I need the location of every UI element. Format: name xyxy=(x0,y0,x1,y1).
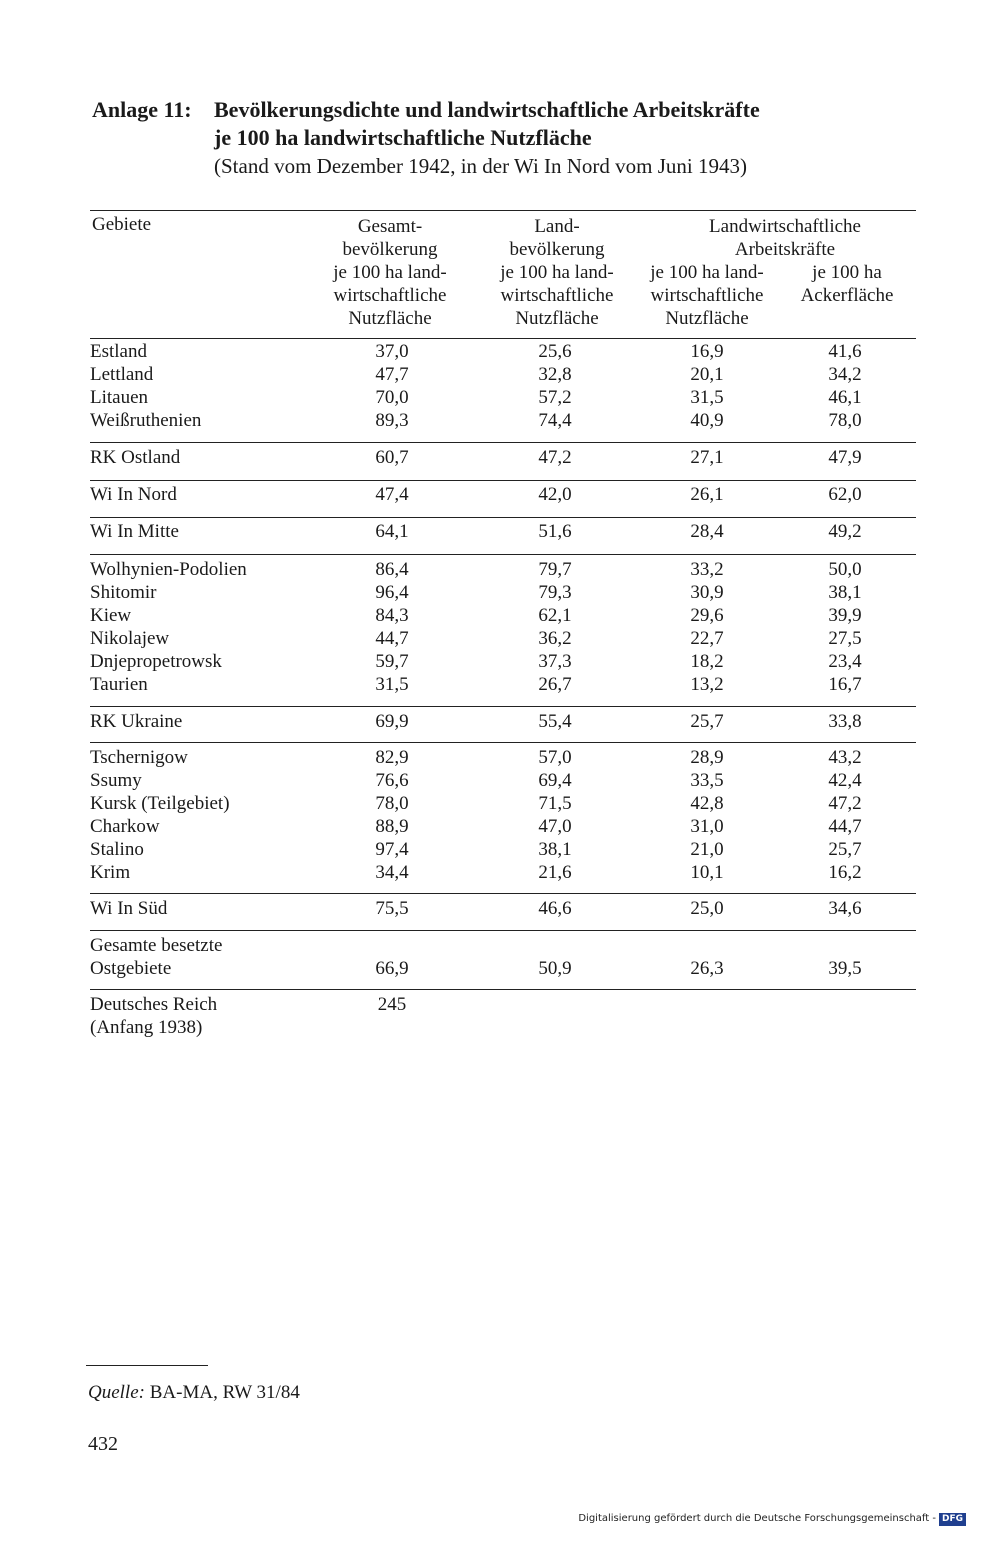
row-label: Weißruthenien xyxy=(90,410,202,431)
table-row xyxy=(0,673,1000,696)
page-number: 432 xyxy=(88,1433,118,1455)
ackerflaeche-value: 23,4 xyxy=(828,651,862,672)
ackerflaeche-value: 78,0 xyxy=(828,410,862,431)
gesamt-value: 89,3 xyxy=(375,410,409,431)
nutzflaeche-value: 18,2 xyxy=(690,651,724,672)
land-value: 32,8 xyxy=(538,364,572,385)
nutzflaeche-value: 31,5 xyxy=(690,387,724,408)
row-label: Wi In Süd xyxy=(90,898,168,919)
row-label: RK Ukraine xyxy=(90,711,183,732)
header-landbevoelkerung: Land- bevölkerung je 100 ha land- wirtschaftliche Nutzfläche xyxy=(500,216,614,329)
table-row xyxy=(0,386,1000,409)
ackerflaeche-value: 50,0 xyxy=(828,559,862,580)
nutzflaeche-value: 42,8 xyxy=(690,793,724,814)
table-row xyxy=(0,710,1000,733)
land-value: 46,6 xyxy=(538,898,572,919)
table-rule xyxy=(90,706,916,707)
row-label: Dnjepropetrowsk xyxy=(90,651,222,672)
ackerflaeche-value: 42,4 xyxy=(828,770,862,791)
table-row xyxy=(0,650,1000,673)
dfg-logo: DFG xyxy=(939,1513,966,1526)
nutzflaeche-value: 33,5 xyxy=(690,770,724,791)
land-value: 25,6 xyxy=(538,341,572,362)
table-rule xyxy=(90,442,916,443)
table-row xyxy=(0,993,1000,1016)
digitization-credit xyxy=(578,1512,966,1526)
nutzflaeche-value: 25,7 xyxy=(690,711,724,732)
nutzflaeche-value: 40,9 xyxy=(690,410,724,431)
ackerflaeche-value: 38,1 xyxy=(828,582,862,603)
ackerflaeche-value: 62,0 xyxy=(828,484,862,505)
gesamt-value: 47,4 xyxy=(375,484,409,505)
row-label: Nikolajew xyxy=(90,628,170,649)
nutzflaeche-value: 30,9 xyxy=(690,582,724,603)
header-gebiete: Gebiete xyxy=(92,214,152,235)
table-rule xyxy=(90,742,916,743)
gesamt-value: 31,5 xyxy=(375,674,409,695)
row-label: Gesamte besetzte xyxy=(90,935,223,956)
ackerflaeche-value: 41,6 xyxy=(828,341,862,362)
land-value: 57,0 xyxy=(538,747,572,768)
table-rule xyxy=(90,893,916,894)
land-value: 36,2 xyxy=(538,628,572,649)
table-rule xyxy=(90,480,916,481)
nutzflaeche-value: 25,0 xyxy=(690,898,724,919)
row-label: Ostgebiete xyxy=(90,958,172,979)
land-value: 57,2 xyxy=(538,387,572,408)
gesamt-value: 96,4 xyxy=(375,582,409,603)
land-value: 51,6 xyxy=(538,521,572,542)
gesamt-value: 70,0 xyxy=(375,387,409,408)
land-value: 47,2 xyxy=(538,447,572,468)
nutzflaeche-value: 26,1 xyxy=(690,484,724,505)
table-row xyxy=(0,483,1000,506)
land-value: 26,7 xyxy=(538,674,572,695)
row-label: Wolhynien-Podolien xyxy=(90,559,247,580)
nutzflaeche-value: 21,0 xyxy=(690,839,724,860)
title-subtitle: (Stand vom Dezember 1942, in der Wi In Nord vom Juni 1943) xyxy=(214,154,748,178)
row-label: Kiew xyxy=(90,605,132,626)
table-row xyxy=(0,627,1000,650)
page-title xyxy=(92,96,832,180)
ackerflaeche-value: 34,6 xyxy=(828,898,862,919)
gesamt-value: 82,9 xyxy=(375,747,409,768)
table-row xyxy=(0,520,1000,543)
table-row xyxy=(0,934,1000,957)
table-row xyxy=(0,581,1000,604)
nutzflaeche-value: 20,1 xyxy=(690,364,724,385)
row-label: Shitomir xyxy=(90,582,157,603)
table-row xyxy=(0,558,1000,581)
ackerflaeche-value: 43,2 xyxy=(828,747,862,768)
row-label: RK Ostland xyxy=(90,447,181,468)
land-value: 69,4 xyxy=(538,770,572,791)
gesamt-value: 97,4 xyxy=(375,839,409,860)
row-label: Kursk (Teilgebiet) xyxy=(90,793,230,814)
header-landw-ackerflaeche: je 100 ha Ackerfläche xyxy=(800,262,894,306)
source-note xyxy=(88,1381,300,1405)
table-top-rule xyxy=(90,210,916,211)
row-label: Estland xyxy=(90,341,147,362)
land-value: 79,3 xyxy=(538,582,572,603)
land-value: 50,9 xyxy=(538,958,572,979)
header-gesamtbevoelkerung: Gesamt- bevölkerung je 100 ha land- wirtschaftliche Nutzfläche xyxy=(333,216,447,329)
table-row xyxy=(0,769,1000,792)
gesamt-value: 86,4 xyxy=(375,559,409,580)
source-label: Quelle: xyxy=(88,1382,145,1403)
land-value: 55,4 xyxy=(538,711,572,732)
land-value: 21,6 xyxy=(538,862,572,883)
gesamt-value: 76,6 xyxy=(375,770,409,791)
row-label: Wi In Mitte xyxy=(90,521,179,542)
table-bottom-rule xyxy=(90,989,916,990)
table-row xyxy=(0,792,1000,815)
nutzflaeche-value: 13,2 xyxy=(690,674,724,695)
nutzflaeche-value: 27,1 xyxy=(690,447,724,468)
gesamt-value: 47,7 xyxy=(375,364,409,385)
gesamt-value: 78,0 xyxy=(375,793,409,814)
nutzflaeche-value: 28,4 xyxy=(690,521,724,542)
gesamt-value: 75,5 xyxy=(375,898,409,919)
row-label: Tschernigow xyxy=(90,747,188,768)
gesamt-value: 84,3 xyxy=(375,605,409,626)
source-text: BA-MA, RW 31/84 xyxy=(149,1382,300,1403)
gesamt-value: 64,1 xyxy=(375,521,409,542)
nutzflaeche-value: 16,9 xyxy=(690,341,724,362)
row-label: Wi In Nord xyxy=(90,484,177,505)
gesamt-value: 34,4 xyxy=(375,862,409,883)
land-value: 37,3 xyxy=(538,651,572,672)
gesamt-value: 37,0 xyxy=(375,341,409,362)
table-rule xyxy=(90,930,916,931)
header-landw-nutzflaeche: je 100 ha land- wirtschaftliche Nutzfläche xyxy=(650,262,764,329)
row-label: Taurien xyxy=(90,674,148,695)
header-bottom-rule xyxy=(90,338,916,339)
ackerflaeche-value: 25,7 xyxy=(828,839,862,860)
row-label: (Anfang 1938) xyxy=(90,1017,203,1038)
gesamt-value: 60,7 xyxy=(375,447,409,468)
land-value: 79,7 xyxy=(538,559,572,580)
table-row xyxy=(0,861,1000,884)
table-row xyxy=(0,340,1000,363)
nutzflaeche-value: 31,0 xyxy=(690,816,724,837)
table-row xyxy=(0,815,1000,838)
land-value: 38,1 xyxy=(538,839,572,860)
nutzflaeche-value: 28,9 xyxy=(690,747,724,768)
row-label: Stalino xyxy=(90,839,144,860)
nutzflaeche-value: 33,2 xyxy=(690,559,724,580)
gesamt-value: 69,9 xyxy=(375,711,409,732)
row-label: Ssumy xyxy=(90,770,142,791)
table-rule xyxy=(90,517,916,518)
ackerflaeche-value: 16,2 xyxy=(828,862,862,883)
land-value: 74,4 xyxy=(538,410,572,431)
footnote-rule xyxy=(86,1365,208,1366)
title-line-1: Bevölkerungsdichte und landwirtschaftliche Arbeitskräfte xyxy=(214,97,760,122)
nutzflaeche-value: 29,6 xyxy=(690,605,724,626)
table-rule xyxy=(90,554,916,555)
nutzflaeche-value: 22,7 xyxy=(690,628,724,649)
table-row xyxy=(0,1016,1000,1039)
nutzflaeche-value: 26,3 xyxy=(690,958,724,979)
ackerflaeche-value: 44,7 xyxy=(828,816,862,837)
ackerflaeche-value: 47,9 xyxy=(828,447,862,468)
credit-text: Digitalisierung gefördert durch die Deutsche Forschungsgemeinschaft - xyxy=(578,1513,936,1524)
nutzflaeche-value: 10,1 xyxy=(690,862,724,883)
gesamt-value: 44,7 xyxy=(375,628,409,649)
ackerflaeche-value: 27,5 xyxy=(828,628,862,649)
table-row xyxy=(0,897,1000,920)
ackerflaeche-value: 39,9 xyxy=(828,605,862,626)
table-row xyxy=(0,446,1000,469)
land-value: 62,1 xyxy=(538,605,572,626)
row-label: Krim xyxy=(90,862,131,883)
header-landw-arbeitskraefte: Landwirtschaftliche Arbeitskräfte xyxy=(709,216,861,260)
gesamt-value: 59,7 xyxy=(375,651,409,672)
table-row xyxy=(0,604,1000,627)
gesamt-value: 66,9 xyxy=(375,958,409,979)
row-label: Lettland xyxy=(90,364,154,385)
table-row xyxy=(0,746,1000,769)
gesamt-value: 88,9 xyxy=(375,816,409,837)
ackerflaeche-value: 39,5 xyxy=(828,958,862,979)
land-value: 71,5 xyxy=(538,793,572,814)
ackerflaeche-value: 34,2 xyxy=(828,364,862,385)
ackerflaeche-value: 33,8 xyxy=(828,711,862,732)
ackerflaeche-value: 16,7 xyxy=(828,674,862,695)
row-label: Litauen xyxy=(90,387,149,408)
table-row xyxy=(0,363,1000,386)
ackerflaeche-value: 47,2 xyxy=(828,793,862,814)
row-label: Deutsches Reich xyxy=(90,994,218,1015)
land-value: 47,0 xyxy=(538,816,572,837)
row-label: Charkow xyxy=(90,816,160,837)
table-row xyxy=(0,838,1000,861)
table-row xyxy=(0,957,1000,980)
appendix-label: Anlage 11: xyxy=(92,97,192,122)
land-value: 42,0 xyxy=(538,484,572,505)
table-row xyxy=(0,409,1000,432)
ackerflaeche-value: 46,1 xyxy=(828,387,862,408)
gesamt-value: 245 xyxy=(377,994,407,1015)
title-line-2: je 100 ha landwirtschaftliche Nutzfläche xyxy=(214,125,592,150)
ackerflaeche-value: 49,2 xyxy=(828,521,862,542)
